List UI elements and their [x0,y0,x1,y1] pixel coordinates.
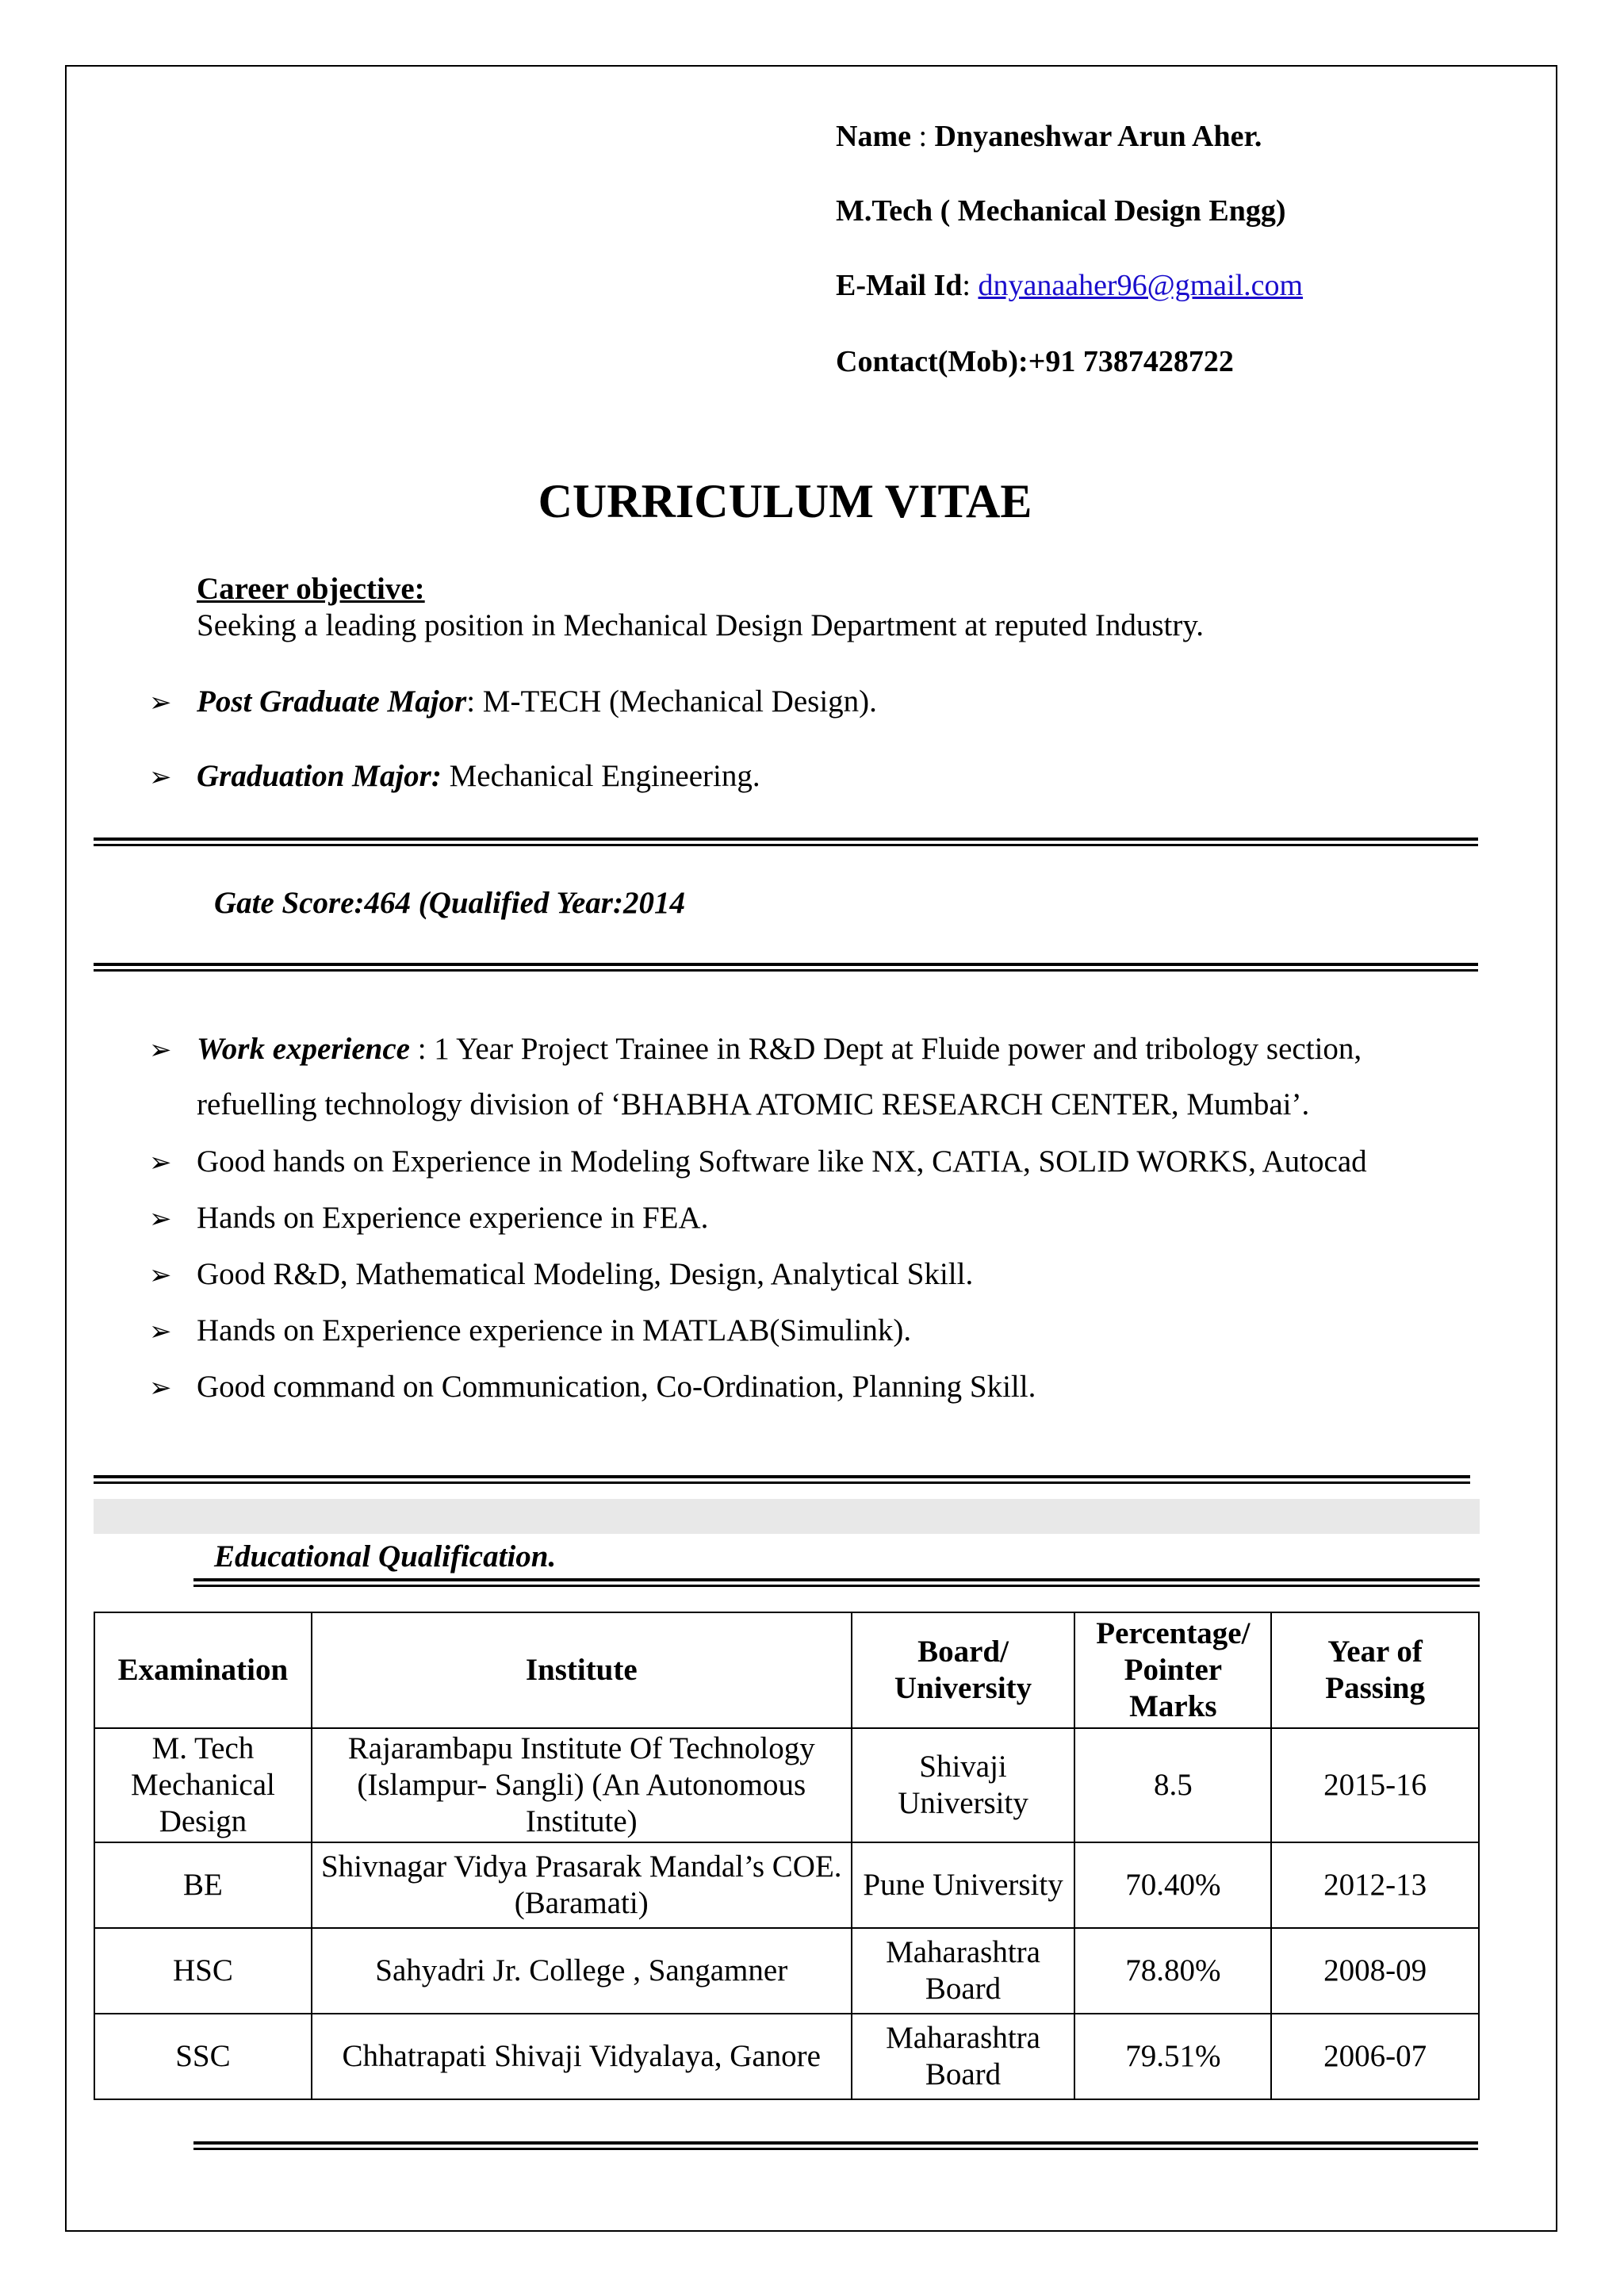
post-graduate-major-label: Post Graduate Major [197,684,467,719]
email-line [836,268,1303,303]
cell-year: 2015-16 [1271,1728,1479,1842]
bullet-icon: ➢ [149,1374,172,1403]
bullet-icon: ➢ [149,1148,172,1178]
divider [94,963,1478,972]
graduation-major [197,758,760,794]
bullet-icon: ➢ [149,1261,172,1290]
table-row [94,1728,1479,1842]
cell-board: Pune University [852,1842,1075,1928]
cell-board: Shivaji University [852,1728,1075,1842]
cell-institute: Shivnagar Vidya Prasarak Mandal’s COE.(Baramati) [312,1842,852,1928]
column-header-institute: Institute [312,1612,852,1728]
cell-examination: SSC [94,2014,312,2099]
table-row [94,2014,1479,2099]
name-label: Name [836,120,911,153]
divider [193,2141,1478,2150]
work-experience-line1 [197,1031,1362,1067]
table-row [94,1842,1479,1928]
graduation-major-label: Graduation Major: [197,759,442,793]
divider [94,838,1478,846]
bullet-icon: ➢ [149,688,172,718]
cell-examination: M. Tech Mechanical Design [94,1728,312,1842]
name-separator: : [910,120,935,153]
skill-item: Hands on Experience experience in MATLAB(Simulink). [197,1313,912,1347]
name-value: Dnyaneshwar Arun Aher. [934,120,1262,153]
cell-percentage: 70.40% [1074,1842,1271,1928]
education-table [94,1612,1480,2100]
post-graduate-major [197,684,877,719]
cell-percentage: 8.5 [1074,1728,1271,1842]
career-objective-heading: Career objective: [197,572,425,606]
skill-item: Good command on Communication, Co-Ordination, Planning Skill. [197,1370,1036,1404]
cell-board: Maharashtra Board [852,1928,1075,2014]
cell-examination: BE [94,1842,312,1928]
post-graduate-major-sep: : [466,684,483,719]
cell-percentage: 79.51% [1074,2014,1271,2099]
column-header-percentage: Percentage/ Pointer Marks [1074,1612,1271,1728]
cell-examination: HSC [94,1928,312,2014]
work-experience-label: Work experience [197,1032,410,1066]
table-header-row [94,1612,1479,1728]
degree-line: M.Tech ( Mechanical Design Engg) [836,194,1286,228]
cell-institute: Sahyadri Jr. College , Sangamner [312,1928,852,2014]
name-line [836,119,1262,154]
bullet-icon: ➢ [149,1317,172,1347]
education-heading: Educational Qualification. [214,1539,557,1573]
skill-item: Good R&D, Mathematical Modeling, Design, Analytical Skill. [197,1257,974,1291]
column-header-examination: Examination [94,1612,312,1728]
contact-line: Contact(Mob):+91 7387428722 [836,345,1234,378]
skill-item: Hands on Experience experience in FEA. [197,1201,709,1235]
email-label: E-Mail Id [836,269,963,302]
cell-year: 2006-07 [1271,2014,1479,2099]
email-link[interactable]: dnyanaaher96@gmail.com [978,269,1304,302]
table-row [94,1928,1479,2014]
graduation-major-sep [442,759,450,793]
graduation-major-value: Mechanical Engineering. [449,759,760,793]
work-experience-text: : 1 Year Project Trainee in R&D Dept at Fluide power and tribology section, [409,1032,1362,1066]
bullet-icon: ➢ [149,763,172,792]
work-experience-line2: refuelling technology division of ‘BHABHA ATOMIC RESEARCH CENTER, Mumbai’. [197,1087,1310,1121]
column-header-year: Year of Passing [1271,1612,1479,1728]
career-objective-text: Seeking a leading position in Mechanical Design Department at reputed Industry. [197,608,1205,642]
cell-institute: Rajarambapu Institute Of Technology (Islampur- Sangli) (An Autonomous Institute) [312,1728,852,1842]
cell-board: Maharashtra Board [852,2014,1075,2099]
cell-percentage: 78.80% [1074,1928,1271,2014]
document-title: CURRICULUM VITAE [538,475,1032,527]
divider [193,1578,1480,1587]
gate-score: Gate Score:464 (Qualified Year:2014 [214,886,685,920]
bullet-icon: ➢ [149,1205,172,1234]
cell-year: 2008-09 [1271,1928,1479,2014]
post-graduate-major-value: M-TECH (Mechanical Design). [482,684,877,719]
email-separator: : [962,269,979,302]
cell-institute: Chhatrapati Shivaji Vidyalaya, Ganore [312,2014,852,2099]
column-header-board: Board/ University [852,1612,1075,1728]
skill-item: Good hands on Experience in Modeling Software like NX, CATIA, SOLID WORKS, Autocad [197,1144,1367,1179]
divider [94,1475,1470,1484]
cell-year: 2012-13 [1271,1842,1479,1928]
section-shade [94,1499,1480,1534]
bullet-icon: ➢ [149,1036,172,1065]
